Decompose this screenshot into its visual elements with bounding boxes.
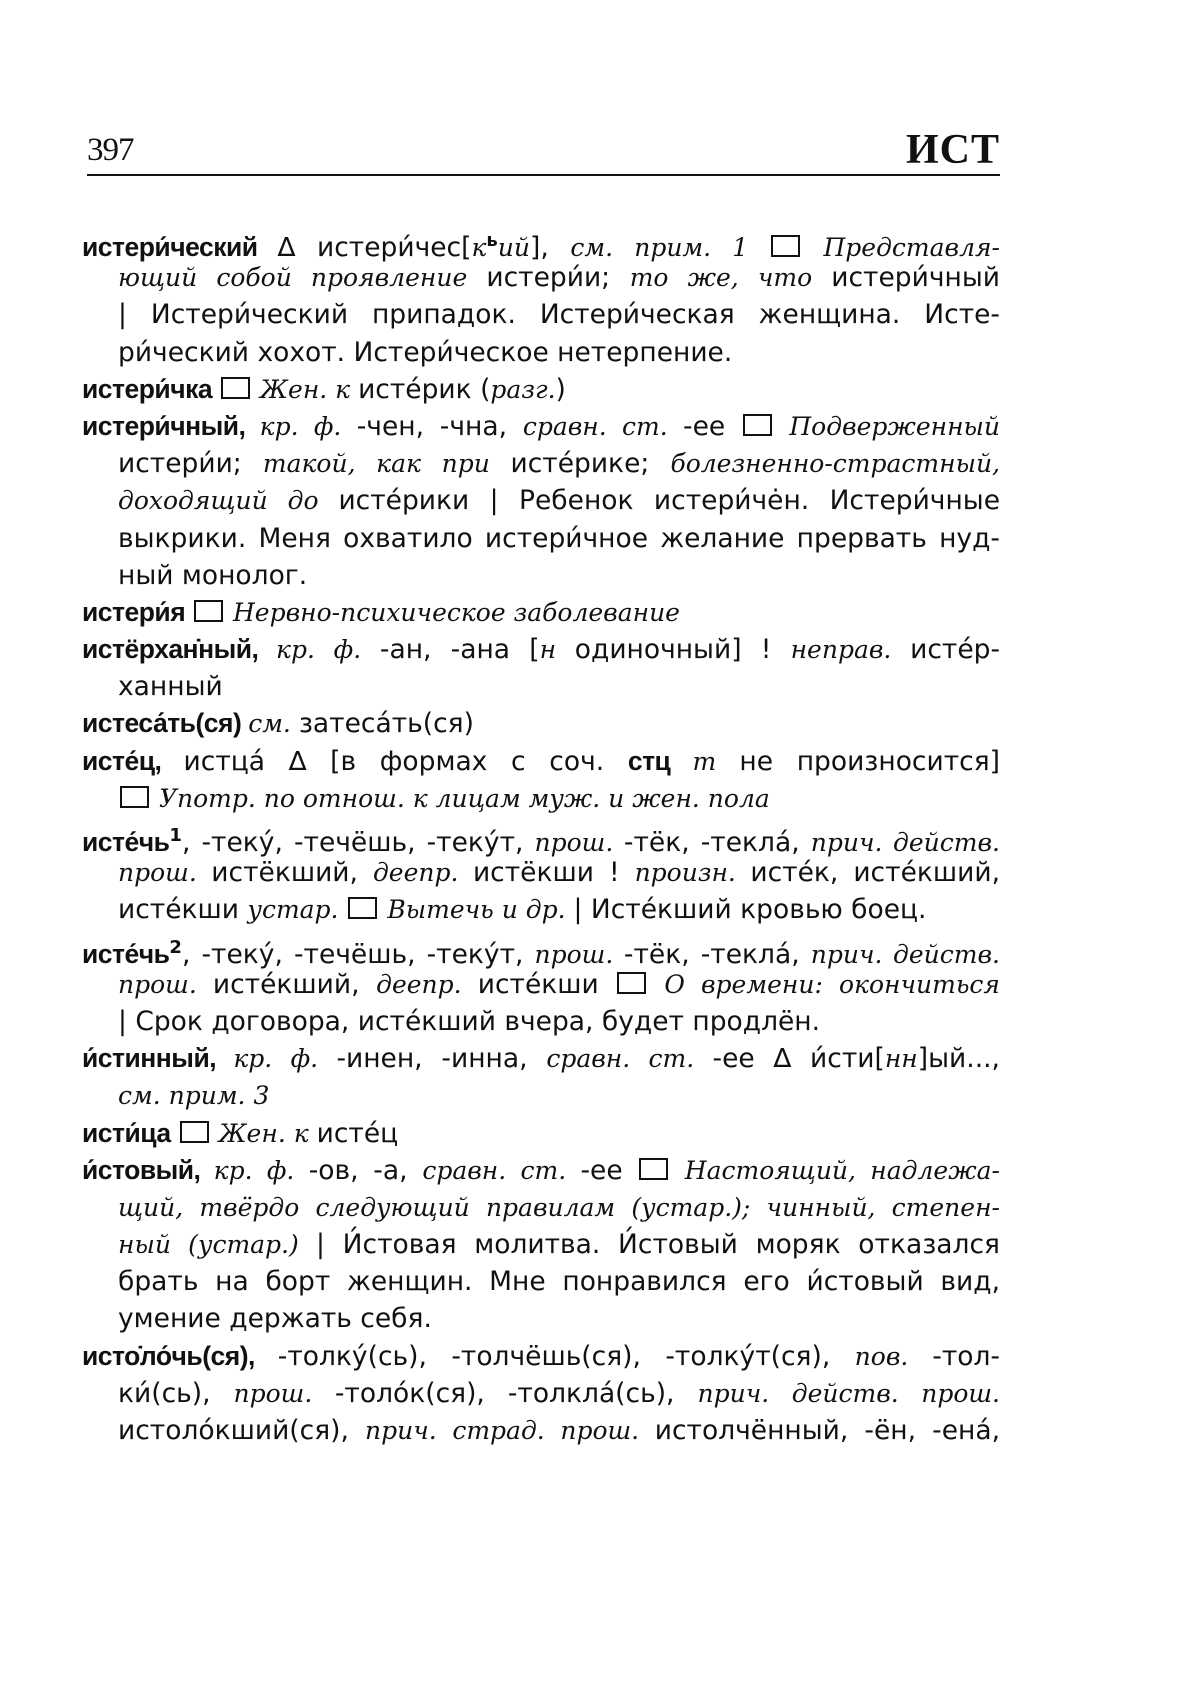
entry-headword-line bbox=[82, 929, 1000, 970]
dictionary-entries bbox=[82, 222, 1000, 1449]
headword: исто̇ло́чь(ся), bbox=[82, 1340, 278, 1371]
entry-text: | Истери́ческий припадок. Истери́ческая женщина. Исте- bbox=[118, 299, 1000, 331]
italic-label: Вытечь и др. bbox=[379, 895, 574, 925]
entry-continuation-line bbox=[82, 1263, 1000, 1300]
entry-continuation-line bbox=[82, 1003, 1000, 1040]
italic-label: Настоящий, надлежа- bbox=[670, 1155, 1000, 1185]
italic-label: прич. действ. прош. bbox=[697, 1378, 1001, 1408]
italic-label: такой, как при bbox=[262, 449, 511, 479]
italic-label: кр. ф. bbox=[259, 411, 357, 441]
definition-box-icon bbox=[617, 972, 646, 994]
headword: истеса́ть(ся) bbox=[82, 708, 249, 739]
entry-text: брать на борт женщин. Мне понравился его и́стовый вид, bbox=[118, 1266, 1000, 1298]
italic-label: щий, твёрдо следующий правилам (устар.); чинный, степен- bbox=[118, 1192, 1000, 1222]
entry-text: исте́кши bbox=[118, 894, 248, 926]
entry-text: ∆ истери́чес[ bbox=[277, 232, 472, 263]
running-head: ИСТ bbox=[905, 127, 1000, 173]
entry-text: исте́к, исте́кший, bbox=[750, 857, 1000, 889]
entry-continuation-line bbox=[82, 1189, 1000, 1226]
italic-label: ющий собой проявление bbox=[118, 263, 487, 293]
headword: исте́чь bbox=[82, 938, 170, 969]
entry-continuation-line bbox=[82, 557, 1000, 594]
entry-continuation-line bbox=[82, 1412, 1000, 1449]
entry-text: одиночный] ! bbox=[574, 634, 791, 666]
entry-text: истери́и; bbox=[118, 448, 263, 480]
italic-label: Представля- bbox=[802, 233, 1000, 262]
italic-label: прош. bbox=[118, 969, 213, 999]
entry-headword-line bbox=[82, 1152, 1000, 1189]
entry-text: не произносится] bbox=[739, 745, 1001, 777]
headword: истери́чный, bbox=[82, 410, 260, 441]
entry-headword-line bbox=[82, 371, 1000, 408]
italic-label: устар. bbox=[247, 895, 347, 925]
entry-headword-line bbox=[82, 1040, 1000, 1077]
entry-text: истолчённый, -ён, -ена́, bbox=[654, 1415, 1000, 1446]
entry-text: -чен, -чна, bbox=[356, 410, 523, 442]
headword: исти́ца bbox=[82, 1117, 178, 1148]
italic-label: Подверженный bbox=[774, 411, 1001, 441]
definition-box-icon bbox=[120, 786, 149, 808]
italic-label: см. bbox=[248, 709, 299, 739]
italic-label: кр. ф. bbox=[213, 1155, 309, 1185]
definition-box-icon bbox=[639, 1158, 668, 1180]
entry-text: исте́кши bbox=[477, 968, 616, 1000]
entry-continuation-line bbox=[82, 334, 1000, 371]
entry-text: ри́ческий хохот. Истери́ческое нетерпение. bbox=[118, 336, 733, 368]
italic-label: неправ. bbox=[790, 635, 911, 665]
entry-continuation-line bbox=[82, 1375, 1000, 1412]
italic-label: Употр. по отнош. к лицам муж. и жен. пола bbox=[151, 783, 770, 813]
italic-label: деепр. bbox=[376, 969, 478, 999]
page-header bbox=[87, 127, 1000, 176]
entry-text: , -теку́, -течёшь, -теку́т, bbox=[181, 938, 535, 970]
entry-text: | Исте́кший кровью боец. bbox=[573, 894, 927, 926]
superscript: ь bbox=[486, 230, 498, 251]
entry-text: ханный bbox=[118, 671, 223, 703]
entry-text: -ее bbox=[580, 1154, 638, 1186]
entry-continuation-line bbox=[82, 780, 1000, 817]
italic-label: прош. bbox=[233, 1378, 335, 1408]
italic-label: пов. bbox=[854, 1341, 933, 1371]
entry-text: ], bbox=[530, 232, 571, 263]
entry-text: исте́рик ( bbox=[358, 373, 491, 405]
entry-continuation-line bbox=[82, 891, 1000, 928]
entry-text: | Срок договора, исте́кший вчера, будет продлён. bbox=[118, 1005, 821, 1037]
definition-box-icon bbox=[180, 1121, 209, 1143]
italic-label: прош. bbox=[534, 939, 624, 969]
entry-continuation-line bbox=[82, 482, 1000, 519]
entry-text: -ее bbox=[683, 410, 742, 442]
italic-label: прич. действ. bbox=[810, 828, 1000, 857]
italic-label: прич. действ. bbox=[810, 939, 1000, 969]
entry-headword-line bbox=[82, 1338, 1000, 1375]
entry-continuation-line bbox=[82, 668, 1000, 705]
entry-headword-line bbox=[82, 408, 1000, 445]
entry-continuation-line bbox=[82, 445, 1000, 482]
italic-label: см. прим. 3 bbox=[118, 1081, 270, 1111]
italic-label: деепр. bbox=[372, 858, 473, 888]
entry-text: | И́стовая молитва. И́стовый моряк отказался bbox=[316, 1229, 1000, 1261]
italic-label: прич. страд. прош. bbox=[365, 1416, 655, 1445]
entry-text: истёкши ! bbox=[472, 857, 635, 889]
definition-box-icon bbox=[194, 600, 223, 622]
italic-label: прош. bbox=[534, 828, 624, 857]
headword: стц bbox=[627, 745, 693, 776]
entry-headword-line bbox=[82, 1115, 1000, 1152]
italic-label: нн bbox=[884, 1044, 918, 1074]
entry-continuation-line bbox=[82, 296, 1000, 333]
italic-label: ий bbox=[497, 233, 530, 262]
entry-headword-line bbox=[82, 594, 1000, 631]
entry-headword-line bbox=[82, 705, 1000, 742]
entry-continuation-line bbox=[82, 1300, 1000, 1337]
italic-label: к bbox=[471, 233, 487, 262]
entry-text: затеса́ть(ся) bbox=[298, 708, 474, 740]
entry-text: -тёк, -текла́, bbox=[623, 938, 811, 970]
headword: истери́я bbox=[82, 596, 193, 627]
italic-label: разг. bbox=[490, 374, 556, 404]
headword: и́стинный, bbox=[82, 1043, 234, 1074]
headword: истери́чка bbox=[82, 373, 219, 404]
entry-text: ки́(сь), bbox=[118, 1377, 234, 1409]
entry-headword-line bbox=[82, 631, 1000, 668]
definition-box-icon bbox=[771, 235, 800, 257]
entry-text: истери́и; bbox=[486, 262, 630, 294]
entry-continuation-line bbox=[82, 854, 1000, 891]
entry-headword-line bbox=[82, 817, 1000, 858]
entry-text: -ее ∆ и́сти[ bbox=[712, 1043, 885, 1075]
entry-text: ]ый..., bbox=[917, 1043, 1000, 1075]
entry-text: исте́ц bbox=[316, 1117, 399, 1149]
entry-continuation-line bbox=[82, 520, 1000, 557]
headword: исте́ц, bbox=[82, 745, 184, 776]
italic-label: Жен. к bbox=[251, 374, 359, 404]
entry-continuation-line bbox=[82, 1226, 1000, 1263]
italic-label: кр. ф. bbox=[233, 1044, 337, 1074]
entry-continuation-line bbox=[82, 1077, 1000, 1114]
headword: истёрхан̇ный, bbox=[82, 634, 277, 665]
italic-label: Жен. к bbox=[210, 1118, 317, 1148]
entry-text: -тол- bbox=[932, 1340, 1000, 1372]
entry-text: истёкший, bbox=[211, 857, 373, 889]
italic-label: то же, что bbox=[629, 263, 832, 293]
headword: исте́чь bbox=[82, 827, 170, 857]
entry-text: исте́рике; bbox=[510, 448, 671, 480]
italic-label: сравн. ст. bbox=[546, 1044, 713, 1074]
italic-label: произн. bbox=[634, 858, 751, 888]
italic-label: кр. ф. bbox=[276, 635, 380, 665]
entry-text: ный монолог. bbox=[118, 559, 308, 591]
entry-headword-line bbox=[82, 743, 1000, 780]
entry-text: -ов, -а, bbox=[308, 1154, 423, 1186]
entry-text: -толо́к(ся), -толкла́(сь), bbox=[334, 1377, 698, 1409]
entry-text: -инен, -инна, bbox=[336, 1043, 547, 1075]
entry-text: истоло́кший(ся), bbox=[118, 1415, 365, 1446]
entry-text: умение держать себя. bbox=[118, 1303, 432, 1335]
entry-text: истца́ ∆ [в формах с соч. bbox=[183, 745, 628, 777]
definition-box-icon bbox=[221, 377, 250, 399]
entry-text: исте́рики | Ребенок истери́че̇н. Истери́чные bbox=[338, 485, 1000, 517]
italic-label: сравн. ст. bbox=[522, 411, 684, 441]
page-number: 397 bbox=[87, 132, 134, 168]
italic-label: н bbox=[539, 635, 575, 665]
superscript: 1 bbox=[169, 825, 182, 846]
entry-headword-line bbox=[82, 222, 1000, 263]
italic-label: ный (устар.) bbox=[118, 1230, 317, 1260]
entry-text: -толку́(сь), -толчёшь(ся), -толку́т(ся), bbox=[277, 1340, 855, 1372]
entry-text: , -теку́, -течёшь, -теку́т, bbox=[181, 827, 535, 858]
entry-text: исте́р- bbox=[910, 634, 1001, 666]
entry-continuation-line bbox=[82, 966, 1000, 1003]
definition-box-icon bbox=[348, 897, 377, 919]
headword: истери́ческий bbox=[82, 232, 278, 262]
entry-text: выкрики. Меня охватило истери́чное желание прервать нуд- bbox=[118, 522, 1000, 554]
italic-label: Нервно-психическое заболевание bbox=[225, 597, 680, 627]
entry-continuation-line bbox=[82, 259, 1000, 296]
definition-box-icon bbox=[743, 414, 772, 436]
entry-text: истери́чный bbox=[831, 262, 1000, 294]
entry-text: ) bbox=[555, 373, 566, 405]
italic-label: т bbox=[692, 746, 740, 776]
italic-label: болезненно-страстный, bbox=[670, 449, 1001, 479]
superscript: 2 bbox=[169, 936, 182, 958]
italic-label: прош. bbox=[118, 858, 212, 888]
italic-label: см. прим. 1 bbox=[570, 233, 770, 262]
italic-label: О времени: окончиться bbox=[648, 969, 1000, 999]
entry-text: -тёк, -текла́, bbox=[623, 827, 811, 858]
headword: и́стовый, bbox=[82, 1154, 214, 1185]
entry-text: -ан, -ана [ bbox=[379, 634, 540, 666]
entry-text: исте́кший, bbox=[212, 968, 377, 1000]
italic-label: доходящий до bbox=[118, 486, 339, 516]
italic-label: сравн. ст. bbox=[422, 1155, 581, 1185]
